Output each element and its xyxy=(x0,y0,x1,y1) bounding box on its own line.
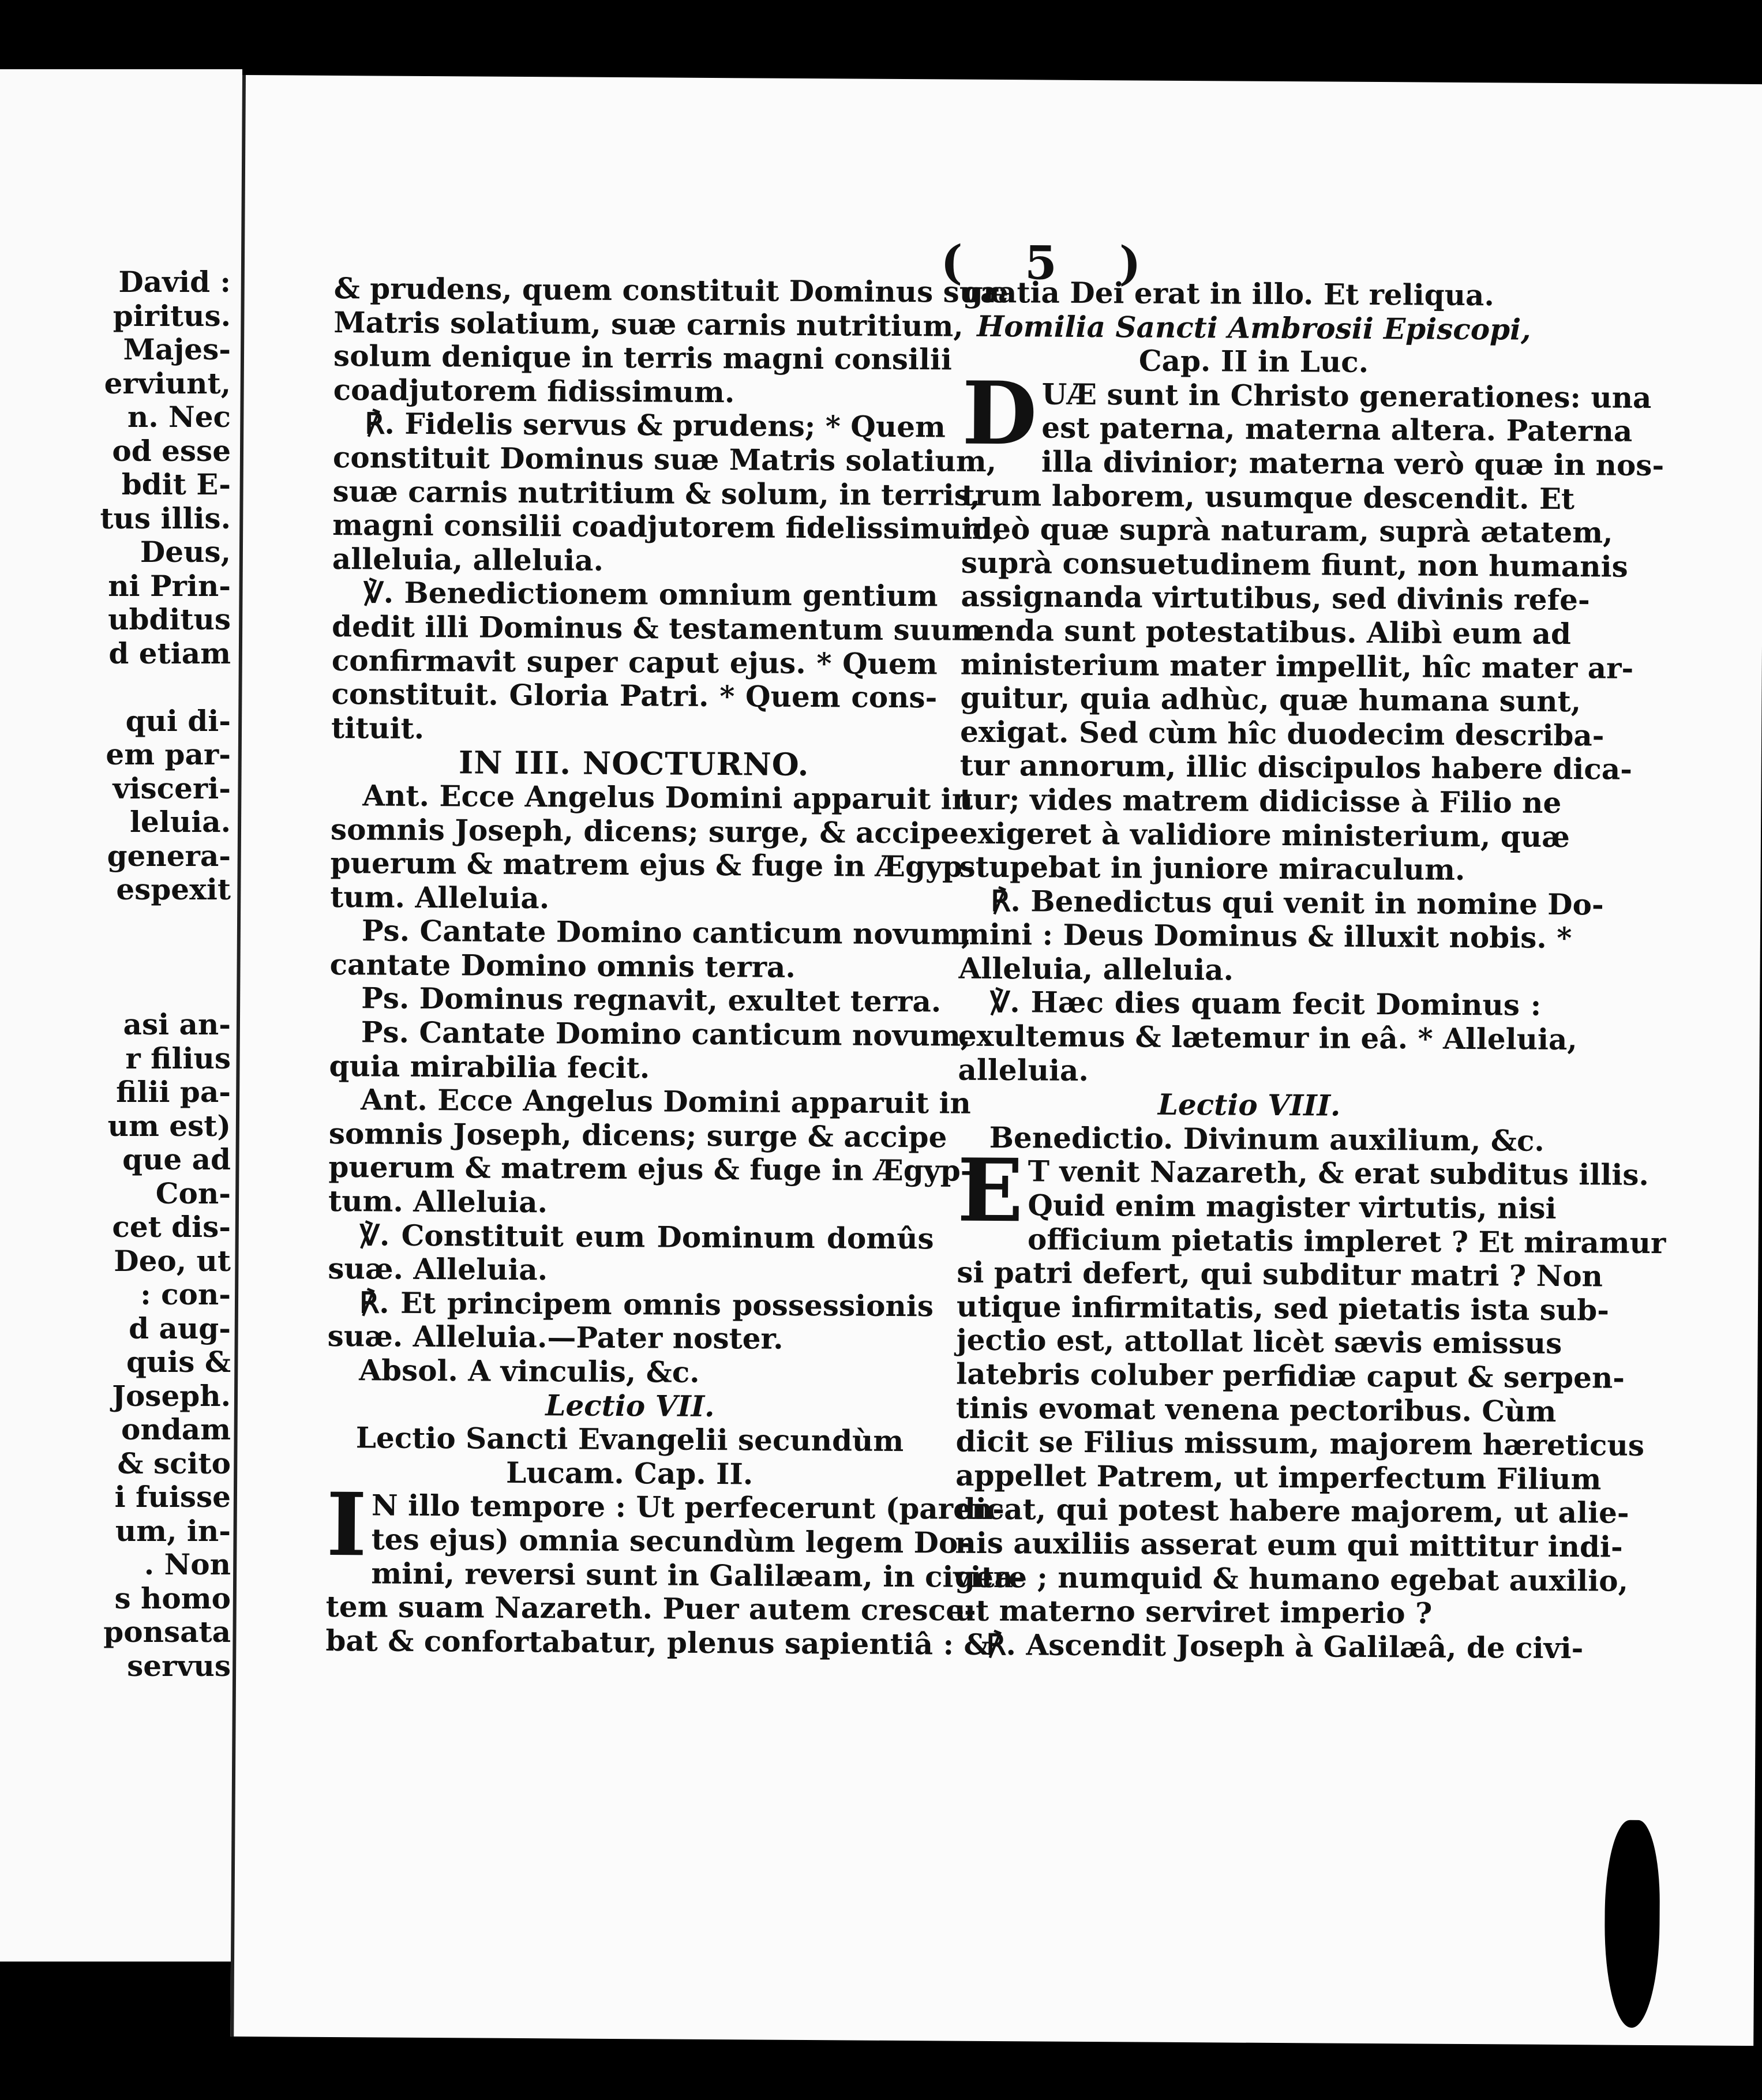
text-line: magni consilii coadjutorem fidelissimum, xyxy=(332,508,1003,546)
left-fragment-line: piritus. xyxy=(113,298,231,333)
text-line: somnis Joseph, dicens; surge & accipe xyxy=(328,1116,947,1154)
left-fragment-line: em par- xyxy=(106,737,231,771)
text-line: latebris coluber perfidiæ caput & serpen- xyxy=(956,1356,1625,1395)
text-line: tinis evomat venena pectoribus. Cùm xyxy=(955,1390,1557,1428)
page-number: ( 5 ) xyxy=(940,235,1164,291)
left-page-fragment xyxy=(0,69,242,1962)
drop-cap: I xyxy=(326,1474,368,1576)
left-fragment-line: d etiam xyxy=(108,636,231,670)
responsory-3 xyxy=(958,883,1604,989)
text-line: ℣. Hæc dies quam fecit Dominus : xyxy=(990,985,1542,1023)
antiphon-2 xyxy=(328,1082,973,1222)
text-line: Lucam. Cap. II. xyxy=(505,1455,753,1491)
left-fragment-line: asi an- xyxy=(123,1007,231,1041)
left-fragment-line: ubditus xyxy=(108,602,231,636)
left-fragment-line: David : xyxy=(118,265,231,299)
left-fragment-line: r filius xyxy=(125,1041,231,1075)
text-line: ut materno serviret imperio ? xyxy=(954,1593,1433,1630)
text-line: & prudens, quem constituit Dominus suæ xyxy=(333,271,1009,310)
left-fragment-line: & scito xyxy=(117,1446,231,1480)
text-line: stupebat in juniore miraculum. xyxy=(959,849,1465,887)
left-fragment-line: Deus, xyxy=(140,535,231,569)
left-fragment-line: que ad xyxy=(122,1142,231,1176)
left-fragment-line: i fuisse xyxy=(114,1480,231,1514)
left-fragment-line: erviunt, xyxy=(104,366,231,400)
nocturn-heading: IN III. NOCTURNO. xyxy=(458,744,809,783)
text-line: Quid enim magister virtutis, nisi xyxy=(1028,1188,1557,1225)
text-line: mini, reversi sunt in Galilæam, in civita- xyxy=(371,1555,1026,1594)
text-line: UÆ sunt in Christo generationes: una xyxy=(1041,377,1652,415)
lectio-7-heading: Lectio VII. xyxy=(545,1387,715,1423)
text-line: ministerium mater impellit, hîc mater ar- xyxy=(960,647,1634,685)
text-line: tur annorum, illic discipulos habere dica- xyxy=(959,748,1633,787)
text-line: constituit. Gloria Patri. * Quem cons- xyxy=(331,677,938,715)
text-line: solum denique in terris magni consilii xyxy=(333,339,953,377)
text-line: guitur, quia adhùc, quæ humana sunt, xyxy=(960,680,1581,719)
text-line: coadjutorem fidissimum. xyxy=(333,372,735,410)
lectio-8-heading: Lectio VIII. xyxy=(1157,1087,1341,1123)
left-fragment-line: n. Nec xyxy=(127,400,231,434)
text-line: utique infirmitatis, sed pietatis ista sub- xyxy=(956,1289,1610,1327)
text-line: ℟. Et principem omnis possessionis xyxy=(359,1285,934,1323)
left-fragment-line: filii pa- xyxy=(116,1075,231,1109)
text-line: exigat. Sed cùm hîc duodecim describa- xyxy=(959,714,1604,753)
left-fragment-line: um est) xyxy=(107,1108,231,1143)
text-line: alleluia, alleluia. xyxy=(332,541,604,578)
responsory-4: ℟. Ascendit Joseph à Galilæâ, de civi- xyxy=(986,1627,1584,1665)
text-line: exultemus & lætemur in eâ. * Alleluia, xyxy=(958,1018,1577,1057)
responsory-2 xyxy=(327,1286,934,1357)
text-line: dedit illi Dominus & testamentum suum xyxy=(331,609,983,647)
text-line: Matris solatium, suæ carnis nutritium, xyxy=(333,305,964,343)
text-line: ideò quæ suprà naturam, suprà ætatem, xyxy=(961,511,1613,550)
left-fragment-line: visceri- xyxy=(113,771,231,805)
text-line: ℣. Benedictionem omnium gentium xyxy=(363,575,938,613)
text-line: T venit Nazareth, & erat subditus illis. xyxy=(1028,1154,1649,1192)
left-fragment-line: ondam xyxy=(121,1412,231,1446)
left-fragment-line: cet dis- xyxy=(112,1210,231,1244)
homily-chapter: Cap. II in Luc. xyxy=(1138,343,1369,380)
text-line: mini : Deus Dominus & illuxit nobis. * xyxy=(958,917,1572,955)
left-fragment-line: Con- xyxy=(155,1176,231,1210)
text-line: ℟. Benedictus qui venit in nomine Do- xyxy=(991,883,1604,922)
left-fragment-line: um, in- xyxy=(115,1513,231,1548)
absolution: Absol. A vinculis, &c. xyxy=(359,1353,700,1389)
drop-cap: D xyxy=(961,362,1038,465)
text-line: Ant. Ecce Angelus Domini apparuit in xyxy=(362,778,973,816)
text-line: puerum & matrem ejus & fuge in Ægyp- xyxy=(330,846,974,884)
text-line: ℣. Constituit eum Dominum domûs xyxy=(359,1217,934,1255)
text-line: renda sunt potestatibus. Alibì eum ad xyxy=(960,613,1572,651)
text-line: gratia Dei erat in illo. Et reliqua. xyxy=(962,275,1495,313)
left-fragment-line: Deo, ut xyxy=(114,1243,231,1278)
text-line: gere ; numquid & humano egebat auxilio, xyxy=(954,1559,1629,1598)
text-line: dicit se Filius missum, majorem hæreticus xyxy=(955,1424,1645,1463)
left-fragment-line xyxy=(0,670,231,704)
homily-heading: Homilia Sancti Ambrosii Episcopi, xyxy=(976,309,1531,347)
lectio-7-text xyxy=(325,1474,1026,1662)
gospel-title xyxy=(327,1421,933,1492)
homily-text xyxy=(959,362,1664,887)
left-fragment-line: . Non xyxy=(144,1547,231,1581)
text-line: suæ. Alleluia.—Pater noster. xyxy=(327,1319,783,1356)
text-line: suæ. Alleluia. xyxy=(328,1251,548,1287)
left-fragment-line xyxy=(0,907,231,941)
benedictio: Benedictio. Divinum auxilium, &c. xyxy=(989,1120,1544,1158)
text-line: N illo tempore : Ut perfecerunt (paren- xyxy=(371,1488,1005,1527)
left-page-text xyxy=(0,265,231,1683)
text-line: tituit. xyxy=(331,710,425,745)
text-line: officium pietatis impleret ? Et miramur xyxy=(1027,1221,1666,1260)
text-line: ℟. Fidelis servus & prudens; * Quem xyxy=(365,406,946,444)
text-line: suæ carnis nutritium & solum, in terris, xyxy=(332,474,981,512)
text-line: trum laborem, usumque descendit. Et xyxy=(961,478,1575,516)
text-line: somnis Joseph, dicens; surge, & accipe xyxy=(330,812,959,850)
drop-cap: E xyxy=(957,1140,1024,1242)
ink-blot xyxy=(1604,1820,1660,2028)
text-line: illa divinior; materna verò quæ in nos- xyxy=(1041,444,1664,483)
text-line: suprà consuetudinem fiunt, non humanis xyxy=(961,545,1628,584)
versicle-3 xyxy=(958,985,1577,1090)
psalm-3 xyxy=(329,1015,971,1087)
left-fragment-line: ponsata xyxy=(103,1615,231,1649)
text-line: est paterna, materna altera. Paterna xyxy=(1041,410,1633,449)
text-line: tum. Alleluia. xyxy=(328,1183,548,1220)
text-line: Ant. Ecce Angelus Domini apparuit in xyxy=(360,1082,972,1120)
text-line: confirmavit super caput ejus. * Quem xyxy=(331,643,938,681)
text-line: quia mirabilia fecit. xyxy=(329,1048,650,1085)
left-fragment-line: quis & xyxy=(126,1345,231,1379)
text-line: appellet Patrem, ut imperfectum Filium xyxy=(955,1458,1602,1497)
lectio-8-text xyxy=(954,1140,1666,1631)
left-fragment-line: s homo xyxy=(114,1581,231,1615)
text-line: puerum & matrem ejus & fuge in Ægyp- xyxy=(328,1150,973,1188)
left-fragment-line: Joseph. xyxy=(112,1378,231,1413)
antiphon-1 xyxy=(330,778,974,918)
left-fragment-line: ni Prin- xyxy=(108,568,231,603)
left-fragment-line: Majes- xyxy=(123,332,231,366)
text-line: tes ejus) omnia secundùm legem Do- xyxy=(371,1522,970,1560)
text-line: si patri defert, qui subditur matri ? Non xyxy=(957,1255,1603,1293)
text-line: alleluia. xyxy=(958,1052,1089,1088)
text-line: jectio est, attollat licèt sævis emissus xyxy=(956,1323,1562,1361)
text-line: bat & confortabatur, plenus sapientiâ : & xyxy=(325,1623,990,1662)
text-line: tur; vides matrem didicisse à Filio ne xyxy=(959,782,1562,820)
left-fragment-line xyxy=(0,974,231,1008)
left-fragment-line: bdit E- xyxy=(121,467,231,501)
versicle-1 xyxy=(331,575,983,748)
versicle-2 xyxy=(328,1218,934,1290)
text-line: Ps. Cantate Domino canticum novum, xyxy=(361,1015,971,1053)
text-line: dicat, qui potest habere majorem, ut alie- xyxy=(955,1491,1629,1531)
text-line: tum. Alleluia. xyxy=(330,879,550,915)
text-line: Ps. Cantate Domino canticum novum, xyxy=(361,913,972,952)
left-fragment-line: genera- xyxy=(107,838,231,873)
left-fragment-line xyxy=(0,940,231,974)
right-column xyxy=(954,275,1666,1665)
left-fragment-line: servus xyxy=(127,1648,231,1683)
left-fragment-line: espexit xyxy=(116,872,231,906)
text-line: Alleluia, alleluia. xyxy=(958,951,1234,987)
left-fragment-line: tus illis. xyxy=(100,501,231,535)
left-fragment-line: qui di- xyxy=(125,703,231,738)
left-fragment-line: d aug- xyxy=(129,1311,231,1345)
text-line: constituit Dominus suæ Matris solatium, xyxy=(332,440,997,478)
left-fragment-line: od esse xyxy=(112,433,231,468)
main-page xyxy=(230,75,1762,2046)
text-line: assignanda virtutibus, sed divinis refe- xyxy=(961,579,1590,617)
left-column xyxy=(325,271,1026,1662)
left-fragment-line: leluia. xyxy=(130,805,231,839)
psalm-2: Ps. Dominus regnavit, exultet terra. xyxy=(361,981,942,1019)
text-line: tem suam Nazareth. Puer autem cresce- xyxy=(325,1589,976,1627)
psalm-1 xyxy=(329,913,972,985)
intro-block xyxy=(333,271,1009,411)
text-line: nis auxiliis asserat eum qui mittitur indi- xyxy=(955,1525,1623,1564)
left-fragment-line: : con- xyxy=(140,1277,231,1311)
text-line: exigeret à validiore ministerium, quæ xyxy=(959,816,1570,854)
responsory-1 xyxy=(332,406,1003,579)
text-line: Lectio Sancti Evangelii secundùm xyxy=(355,1420,904,1458)
text-line: cantate Domino omnis terra. xyxy=(329,947,796,984)
